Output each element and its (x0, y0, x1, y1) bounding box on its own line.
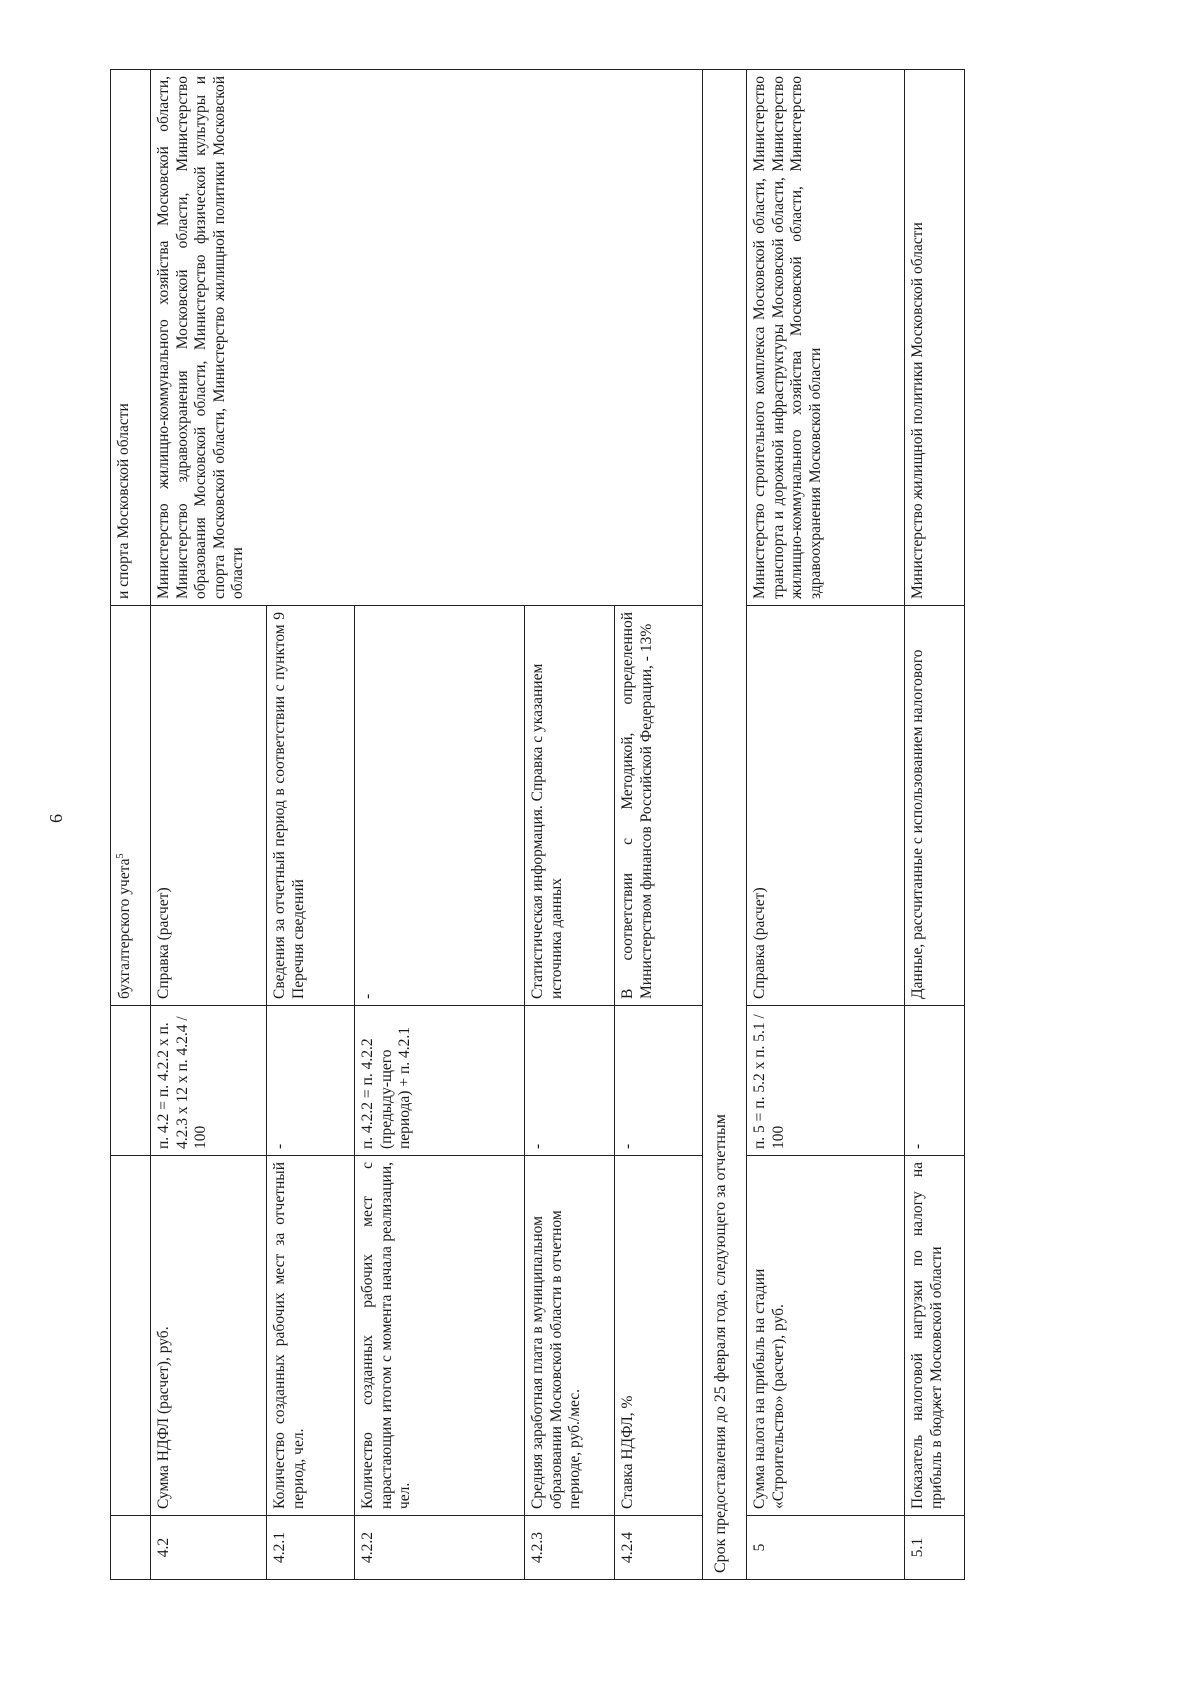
header-cell-source (111, 606, 151, 1006)
row-name: Показатель налоговой нагрузки по налогу на прибыль в бюджет Московской области (905, 1156, 965, 1516)
table-header-row (111, 70, 151, 1580)
row-number: 4.2.4 (615, 1516, 703, 1580)
row-responsible: Министерство жилищно-коммунального хозяйства Московской области, Министерство здравоохранения Московской области, Министерство образования Московской области, Министерство физической культуры и спорта Московской области, Министерство жилищной политики Московской области (151, 70, 703, 606)
row-formula: - (905, 1006, 965, 1156)
header-source-text: бухгалтерского учета (116, 858, 134, 999)
row-source: Данные, рассчитанные с использованием налогового (905, 606, 965, 1006)
row-name: Сумма налога на прибыль на стадии «Строительство» (расчет), руб. (747, 1156, 905, 1516)
header-cell-num (111, 1516, 151, 1580)
table-row (905, 70, 965, 1580)
row-formula: п. 4.2 = п. 4.2.2 х п. 4.2.3 х 12 х п. 4.2.4 / 100 (151, 1006, 267, 1156)
row-formula: - (267, 1006, 355, 1156)
row-name: Количество созданных рабочих мест с нарастающим итогом с момента начала реализации, чел. (355, 1156, 525, 1516)
row-source: Статистическая информация. Справка с указанием источника данных (525, 606, 615, 1006)
row-formula: - (525, 1006, 615, 1156)
row-number: 4.2 (151, 1516, 267, 1580)
row-number: 5.1 (905, 1516, 965, 1580)
row-name: Средняя заработная плата в муниципальном образовании Московской области в отчетном периоде, руб./мес. (525, 1156, 615, 1516)
row-responsible: Министерство строительного комплекса Московской области, Министерство транспорта и дорожной инфраструктуры Московской области, Министерство жилищно-коммунального хозяйства Московской области, Министерство здравоохранения Московской области (747, 70, 905, 606)
header-cell-responsible: и спорта Московской области (111, 70, 151, 606)
row-responsible: Министерство жилищной политики Московской области (905, 70, 965, 606)
header-cell-formula (111, 1006, 151, 1156)
row-formula: - (615, 1006, 703, 1156)
header-cell-name (111, 1156, 151, 1516)
row-number: 4.2.2 (355, 1516, 525, 1580)
deadline-text: Срок предоставления до 25 февраля года, следующего за отчетным (703, 70, 747, 1580)
footnote-mark: 5 (115, 853, 126, 859)
row-formula: п. 5 = п. 5.2 х п. 5.1 / 100 (747, 1006, 905, 1156)
table-row (747, 70, 905, 1580)
page-number: 6 (46, 814, 66, 823)
row-source: - (355, 606, 525, 1006)
rotated-table-container (110, 70, 1155, 1580)
row-source: В соответствии с Методикой, определенной Министерством финансов Российской Федерации, - 13% (615, 606, 703, 1006)
row-name: Сумма НДФЛ (расчет), руб. (151, 1156, 267, 1516)
indicators-table (110, 69, 965, 1580)
row-source: Справка (расчет) (747, 606, 905, 1006)
row-source: Сведения за отчетный период в соответствии с пунктом 9 Перечня сведений (267, 606, 355, 1006)
row-name: Ставка НДФЛ, % (615, 1156, 703, 1516)
row-number: 4.2.3 (525, 1516, 615, 1580)
row-number: 4.2.1 (267, 1516, 355, 1580)
table-row (151, 70, 267, 1580)
row-number: 5 (747, 1516, 905, 1580)
row-source: Справка (расчет) (151, 606, 267, 1006)
deadline-row (703, 70, 747, 1580)
row-formula: п. 4.2.2 = п. 4.2.2 (предыду-щего периода) + п. 4.2.1 (355, 1006, 525, 1156)
row-name: Количество созданных рабочих мест за отчетный период, чел. (267, 1156, 355, 1516)
